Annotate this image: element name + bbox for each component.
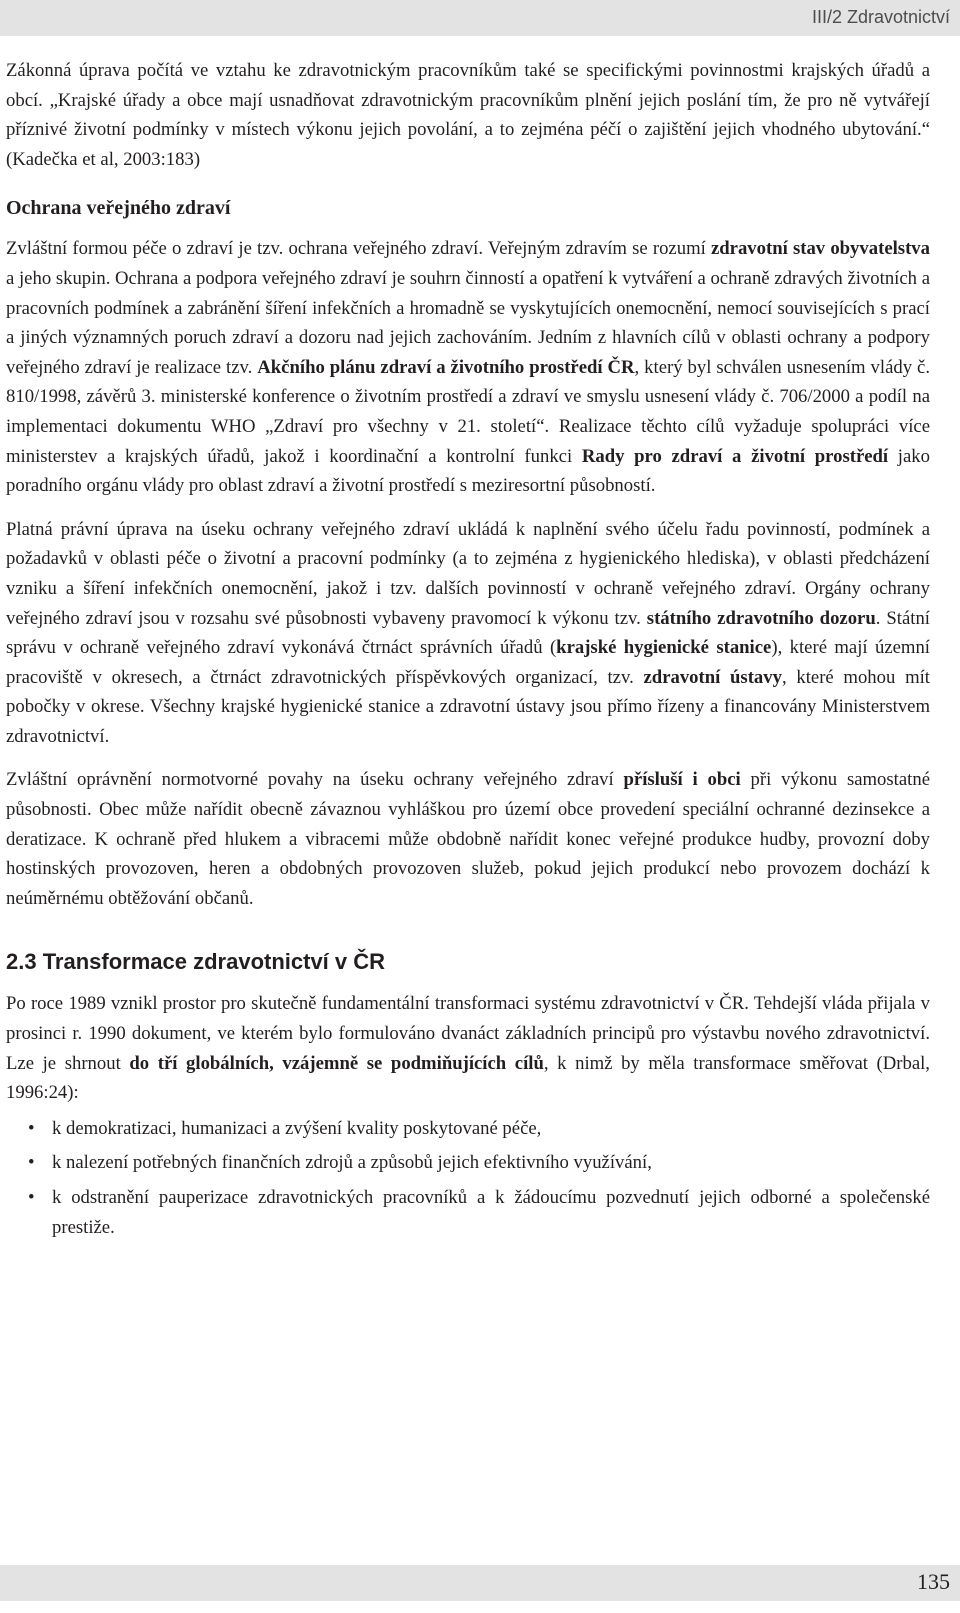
bullet-icon: • (28, 1117, 35, 1139)
text-run: , k nimž by měla transformace směřovat (Drbal, 1996:24): (6, 1052, 930, 1104)
text-run: a jeho skupin. Ochrana a podpora veřejného zdraví je souhrn činností a opatření k vytváření a ochraně zdravých životních a pracovních podmínek a zabránění šíření infekčních a hromadně se vyskytujících onemocnění, nemocí souvisejících s prací a jiných významných poruch zdraví a dozoru nad jejich zachováním. Jedním z hlavních cílů v oblasti ochrany a podpory veřejného zdraví je realizace tzv. (6, 267, 930, 378)
bold-text-run: zdravotní ústavy (643, 666, 782, 688)
footer-band (0, 1565, 960, 1601)
list-item-text: k nalezení potřebných finančních zdrojů a způsobů jejich efektivního využívání, (52, 1152, 652, 1174)
paragraph-krajske-urady (6, 56, 930, 174)
text-run: ), které mají územní pracoviště v okresech, a čtrnáct zdravotnických příspěvkových organizací, tzv. (6, 637, 930, 688)
list-item (6, 1183, 930, 1242)
bold-text-run: státního zdravotního dozoru (646, 607, 876, 629)
section-heading-transformace: 2.3 Transformace zdravotnictví v ČR (6, 949, 386, 975)
text-run: Zákonná úprava počítá ve vztahu ke zdravotnickým pracovníkům také se specifickými povinnostmi krajských úřadů a obcí. „Krajské úřady a obce mají usnadňovat zdravotnickým pracovníkům plnění jejich poslání tím, že pro ně vytvářejí příznivé životní podmínky v místech výkonu jejich povolání, a to zejména péčí o zajištění jejich vhodného ubytování.“ (Kadečka et al, 2003:183) (6, 60, 930, 170)
text-run: Zvláštní oprávnění normotvorné povahy na úseku ochrany veřejného zdraví (6, 769, 624, 791)
paragraph-opravneni-obce (6, 765, 930, 913)
running-header: III/2 Zdravotnictví (811, 7, 950, 27)
paragraph-transformace (6, 989, 930, 1107)
text-run: jako poradního orgánu vlády pro oblast zdraví a životní prostředí s meziresortní působností. (6, 445, 930, 497)
text-run: při výkonu samostatné působnosti. Obec může nařídit obecně závaznou vyhláškou pro území obce provedení speciální ochranné dezinsekce a deratizace. K ochraně před hlukem a vibracemi může obdobně nařídit konec veřejné produkce hudby, provozní doby hostinských provozoven, heren a obdobných provozoven služeb, pokud jejich produkcí nebo provozem dochází k neúměrnému obtěžování občanů. (6, 769, 930, 909)
list-item (6, 1148, 930, 1178)
paragraph-ochrana-verejneho-zdravi (6, 234, 930, 500)
text-run: , který byl schválen usnesením vlády č. 810/1998, závěrů 3. ministerské konference o životním prostředí a zdraví ve smyslu usnesení vlády č. 706/2000 a podíl na implementaci dokumentu WHO „Zdraví pro všechny v 21. století“. Realizace těchto cílů vyžaduje spolupráci více ministerstev a krajských úřadů, jakož i koordinační a kontrolní funkci (6, 356, 930, 467)
text-run: Zvláštní formou péče o zdraví je tzv. ochrana veřejného zdraví. Veřejným zdravím se rozumí (6, 238, 711, 260)
bold-text-run: do tří globálních, vzájemně se podmiňujících cílů (129, 1052, 544, 1074)
bold-text-run: Akčního plánu zdraví a životního prostředí ČR (257, 356, 635, 378)
list-item-text: k odstranění pauperizace zdravotnických pracovníků a k žádoucímu pozvednutí jejich odborné a společenské prestiže. (52, 1187, 930, 1238)
bold-text-run: přísluší i obci (623, 769, 741, 791)
bold-text-run: krajské hygienické stanice (556, 637, 772, 659)
list-item-text: k demokratizaci, humanizaci a zvýšení kvality poskytované péče, (52, 1117, 542, 1139)
text-run: , které mohou mít pobočky v okrese. Všechny krajské hygienické stanice a zdravotní ústavy jsou přímo řízeny a financovány Ministerstvem zdravotnictví. (6, 666, 930, 747)
page-number: 135 (917, 1569, 950, 1594)
list-item (6, 1114, 930, 1144)
bold-text-run: zdravotní stav obyvatelstva (710, 238, 930, 260)
goals-list (6, 1114, 930, 1242)
paragraph-pravni-uprava (6, 515, 930, 752)
text-run: . Státní správu v ochraně veřejného zdraví vykonává čtrnáct správních úřadů ( (6, 607, 931, 659)
text-run: Po roce 1989 vznikl prostor pro skutečně fundamentální transformaci systému zdravotnictví v ČR. Tehdejší vláda přijala v prosinci r. 1990 dokument, ve kterém bylo formulováno dvanáct základních principů pro výstavbu nového zdravotnictví. Lze je shrnout (6, 993, 930, 1074)
page-content (6, 56, 930, 1247)
bullet-icon: • (28, 1152, 35, 1174)
text-run: Platná právní úprava na úseku ochrany veřejného zdraví ukládá k naplnění svého účelu řadu povinností, podmínek a požadavků v oblasti péče o životní a pracovní podmínky (a to zejména z hygienického hlediska), v oblasti předcházení vzniku a šíření infekčních onemocnění, jakož i tzv. dalších povinností v ochraně veřejného zdraví. Orgány ochrany veřejného zdraví jsou v rozsahu své působnosti vybaveny pravomocí k výkonu tzv. (6, 518, 930, 629)
bullet-icon: • (28, 1187, 35, 1208)
bold-text-run: Rady pro zdraví a životní prostředí (581, 445, 889, 467)
subheading-ochrana-verejneho-zdravi: Ochrana veřejného zdraví (6, 197, 231, 220)
